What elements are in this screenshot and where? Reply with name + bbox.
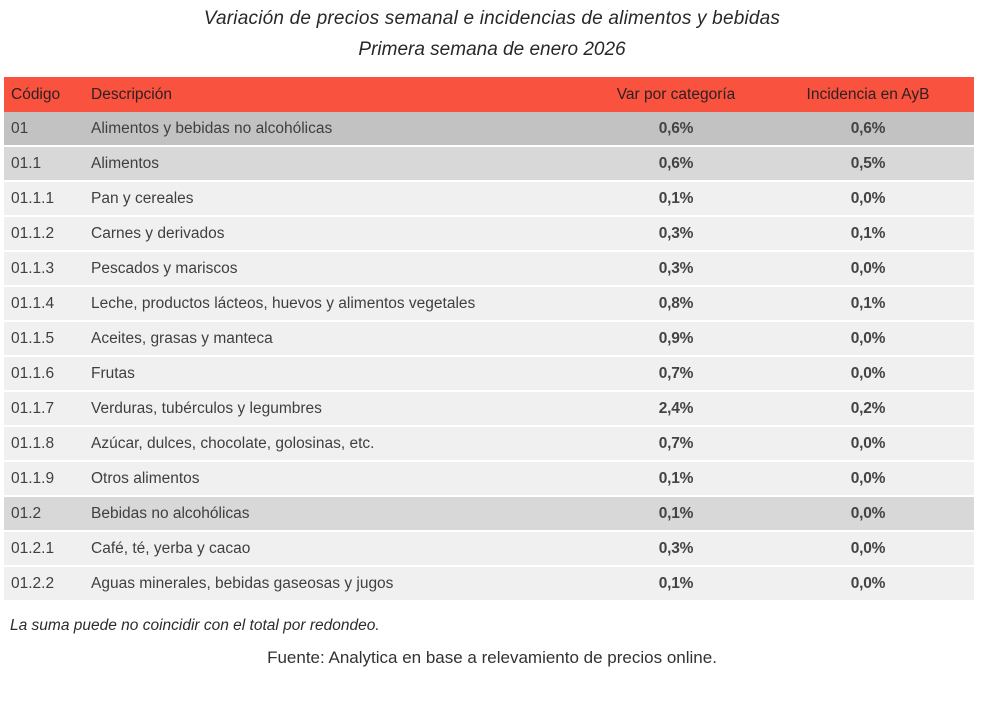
- incidencia-cell: 0,0%: [850, 504, 886, 522]
- description-cell: Carnes y derivados: [91, 224, 225, 242]
- code-cell: 01.1.6: [11, 364, 55, 382]
- rounding-footnote: La suma puede no coincidir con el total por redondeo.: [10, 617, 380, 634]
- code-cell: 01.1.8: [11, 434, 55, 452]
- table-row: [4, 182, 974, 217]
- description-cell: Bebidas no alcohólicas: [91, 504, 250, 522]
- var-categoria-cell: 0,8%: [658, 294, 694, 312]
- var-categoria-cell: 0,3%: [658, 539, 694, 557]
- table-row: [4, 217, 974, 252]
- var-categoria-cell: 0,7%: [658, 364, 694, 382]
- var-categoria-cell: 0,6%: [658, 154, 694, 172]
- code-cell: 01.1.2: [11, 224, 55, 242]
- code-cell: 01.1.5: [11, 329, 55, 347]
- incidencia-cell: 0,6%: [850, 119, 886, 137]
- table-row: [4, 532, 974, 567]
- table-row: [4, 392, 974, 427]
- code-cell: 01.2: [11, 504, 42, 522]
- table-row: [4, 357, 974, 392]
- description-cell: Café, té, yerba y cacao: [91, 539, 251, 557]
- var-categoria-cell: 0,1%: [658, 574, 694, 592]
- column-header-codigo: Código: [11, 85, 61, 103]
- incidencia-cell: 0,1%: [850, 294, 886, 312]
- column-header-descripcion: Descripción: [91, 85, 172, 103]
- var-categoria-cell: 2,4%: [658, 399, 694, 417]
- table-row: [4, 252, 974, 287]
- description-cell: Azúcar, dulces, chocolate, golosinas, etc.: [91, 434, 375, 452]
- description-cell: Alimentos y bebidas no alcohólicas: [91, 119, 333, 137]
- description-cell: Frutas: [91, 364, 135, 382]
- code-cell: 01.1.9: [11, 469, 55, 487]
- report-title: Variación de precios semanal e incidencias de alimentos y bebidas: [203, 8, 781, 29]
- var-categoria-cell: 0,6%: [658, 119, 694, 137]
- report-page: [0, 8, 984, 720]
- code-cell: 01: [11, 119, 29, 137]
- description-cell: Verduras, tubérculos y legumbres: [91, 399, 322, 417]
- incidencia-cell: 0,0%: [850, 259, 886, 277]
- code-cell: 01.1.3: [11, 259, 55, 277]
- code-cell: 01.2.1: [11, 539, 55, 557]
- code-cell: 01.1.7: [11, 399, 55, 417]
- incidencia-cell: 0,0%: [850, 364, 886, 382]
- table-row: [4, 427, 974, 462]
- var-categoria-cell: 0,1%: [658, 189, 694, 207]
- var-categoria-cell: 0,1%: [658, 469, 694, 487]
- column-header-var-categoria: Var por categoría: [616, 85, 736, 103]
- price-variation-table: [4, 77, 974, 602]
- description-cell: Pan y cereales: [91, 189, 194, 207]
- incidencia-cell: 0,0%: [850, 574, 886, 592]
- table-row: [4, 497, 974, 532]
- description-cell: Aguas minerales, bebidas gaseosas y jugos: [91, 574, 394, 592]
- table-row: [4, 462, 974, 497]
- incidencia-cell: 0,0%: [850, 189, 886, 207]
- table-row: [4, 287, 974, 322]
- incidencia-cell: 0,5%: [850, 154, 886, 172]
- code-cell: 01.1.1: [11, 189, 55, 207]
- report-subtitle: Primera semana de enero 2026: [358, 39, 626, 60]
- description-cell: Alimentos: [91, 154, 160, 172]
- source-line: Fuente: Analytica en base a relevamiento de precios online.: [267, 648, 717, 667]
- var-categoria-cell: 0,3%: [658, 259, 694, 277]
- description-cell: Otros alimentos: [91, 469, 200, 487]
- code-cell: 01.1.4: [11, 294, 55, 312]
- description-cell: Aceites, grasas y manteca: [91, 329, 273, 347]
- table-header-row: [4, 77, 974, 112]
- column-header-incidencia: Incidencia en AyB: [806, 85, 930, 103]
- table-row: [4, 567, 974, 602]
- var-categoria-cell: 0,3%: [658, 224, 694, 242]
- var-categoria-cell: 0,7%: [658, 434, 694, 452]
- incidencia-cell: 0,0%: [850, 469, 886, 487]
- incidencia-cell: 0,0%: [850, 539, 886, 557]
- description-cell: Pescados y mariscos: [91, 259, 238, 277]
- code-cell: 01.1: [11, 154, 42, 172]
- code-cell: 01.2.2: [11, 574, 55, 592]
- description-cell: Leche, productos lácteos, huevos y alimentos vegetales: [91, 294, 476, 312]
- table-row: [4, 147, 974, 182]
- incidencia-cell: 0,0%: [850, 329, 886, 347]
- var-categoria-cell: 0,9%: [658, 329, 694, 347]
- var-categoria-cell: 0,1%: [658, 504, 694, 522]
- table-row: [4, 112, 974, 147]
- incidencia-cell: 0,2%: [850, 399, 886, 417]
- incidencia-cell: 0,0%: [850, 434, 886, 452]
- incidencia-cell: 0,1%: [850, 224, 886, 242]
- table-body: [4, 112, 974, 602]
- table-row: [4, 322, 974, 357]
